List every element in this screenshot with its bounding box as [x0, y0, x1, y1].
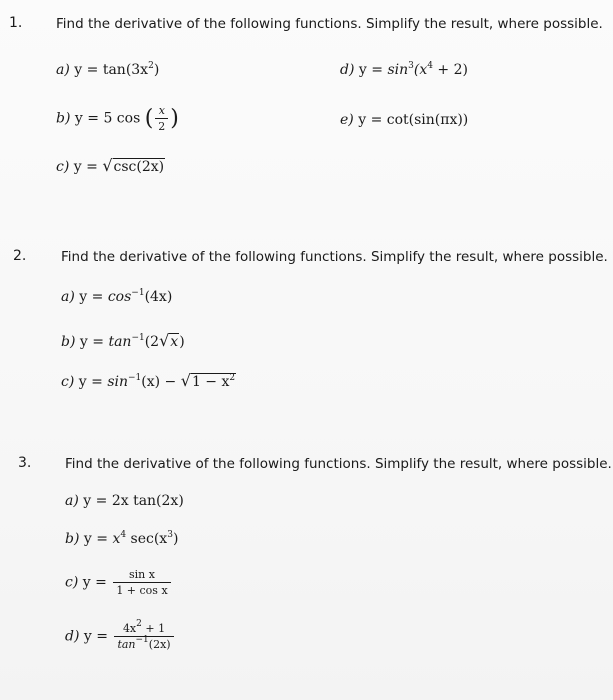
radical: $√1 - x^2$ [180, 371, 236, 390]
problem-3-number: 3. [18, 455, 32, 471]
problem-3-title: Find the derivative of the following functions. Simplify the result, where possible. [65, 456, 612, 472]
problem-2a: a) $y = \cos^{-1}(4x)$ [61, 288, 173, 305]
problem-2-number: 2. [13, 248, 27, 264]
fraction: $\frac{\text{sin x}}{\text{1 + cos x}}$ [113, 568, 170, 597]
problem-3c: c) y = $\frac{\text{sin x}}{\text{1 + cos x}}$ [65, 568, 173, 597]
problem-1e: e) y = cot(sin(πx)) [340, 112, 469, 128]
problem-2b: b) $y = \tan^{-1}(2√x)$ [61, 331, 185, 350]
problem-1b: b) y = 5 cos ( $\frac{x}{2}$ ) [56, 104, 179, 133]
problem-1d: d) $y = \sin^3(x^4 + 2)$ [340, 61, 468, 78]
problem-1-title: Find the derivative of the following functions. Simplify the result, where possible. [56, 16, 603, 32]
problem-2-title: Find the derivative of the following functions. Simplify the result, where possible. [61, 249, 608, 265]
problem-2c: c) $y = \sin^{-1}(x) - √1 - x^2$ [61, 371, 236, 390]
problem-1-number: 1. [9, 15, 23, 31]
problem-3a: a) y = 2x tan(2x) [65, 493, 184, 509]
radical: √csc(2x) [102, 156, 165, 175]
problem-3d: d) y = $\frac{4x^2 + 1}{\tan^{-1}(2x)}$ [65, 622, 176, 651]
problem-1c: c) y = √csc(2x) [56, 156, 165, 175]
fraction: $\frac{4x^2 + 1}{\tan^{-1}(2x)}$ [114, 622, 173, 651]
problem-3b: b) $y = x^4$ $\sec(x^3)$ [65, 530, 179, 547]
radical: √x [159, 331, 179, 350]
problem-1a: a) $y = \tan(3x^2)$ [56, 61, 160, 78]
fraction: $\frac{x}{2}$ [155, 104, 168, 133]
